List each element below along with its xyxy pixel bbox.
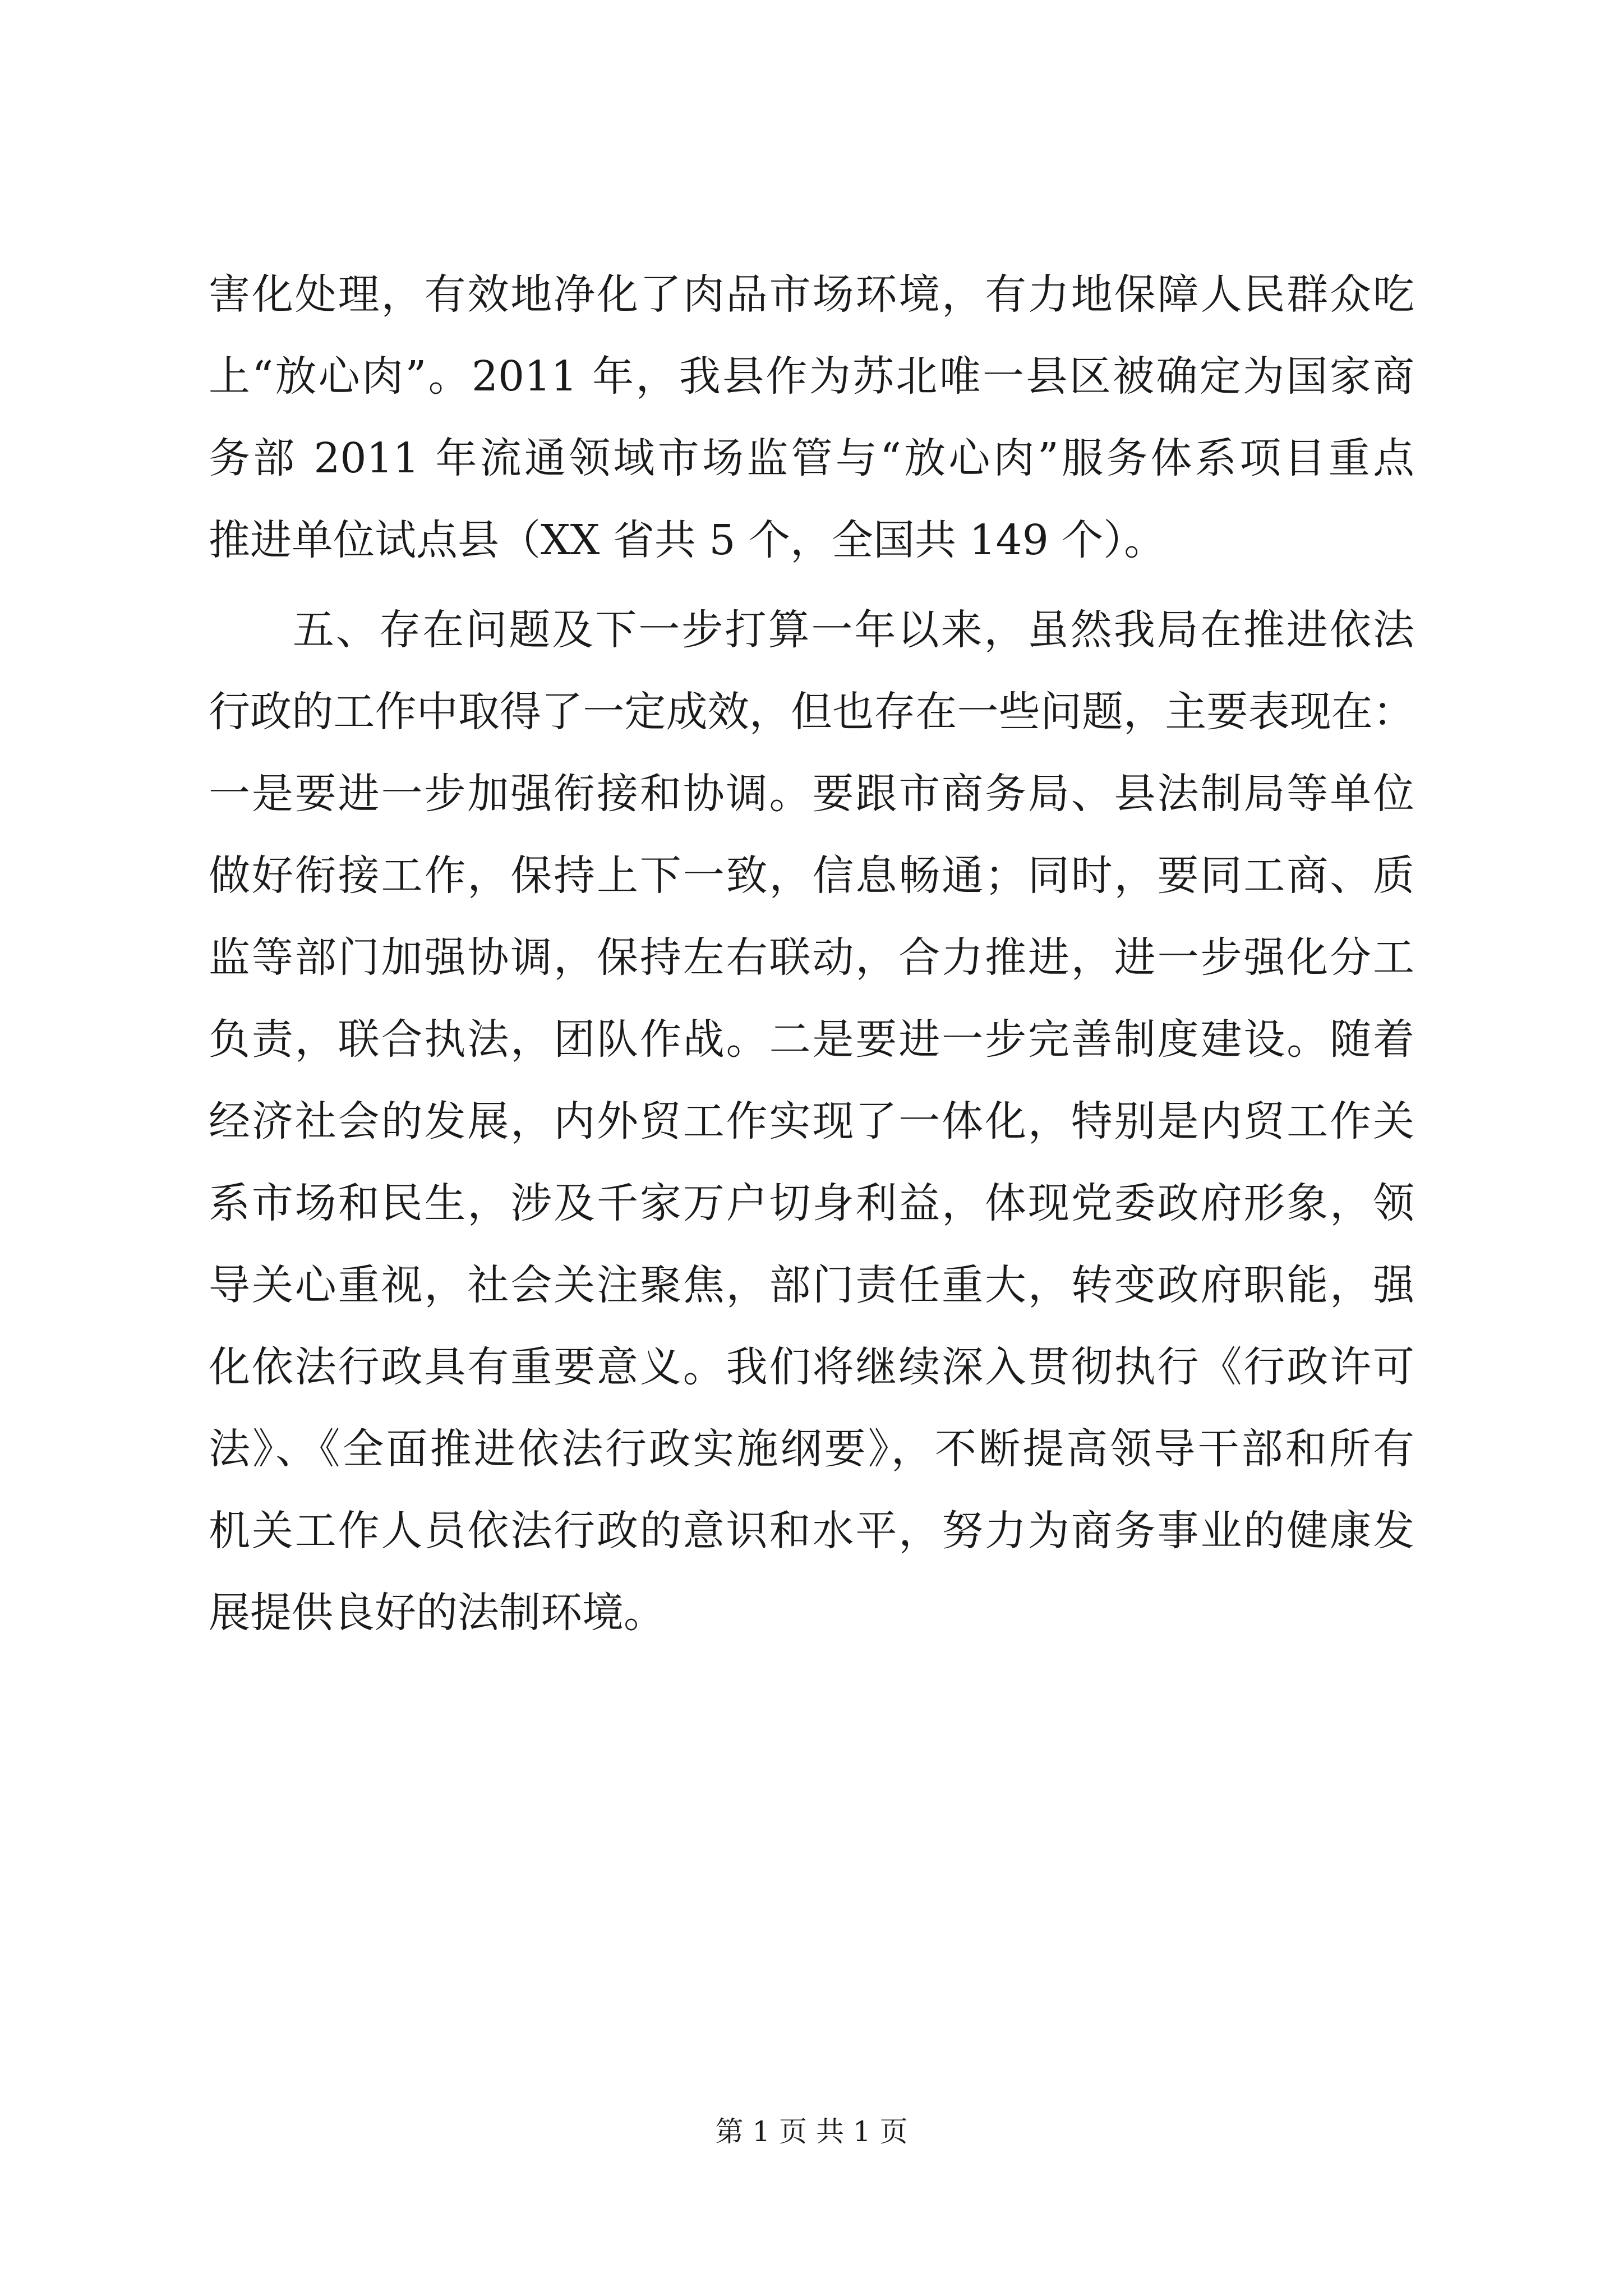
text-line: 经济社会的发展，内外贸工作实现了一体化，特别是内贸工作关 <box>209 1097 1414 1145</box>
page-footer <box>0 2109 1623 2150</box>
text-line: 一是要进一步加强衔接和协调。要跟市商务局、县法制局等单位 <box>209 770 1414 818</box>
text-line: 法》、《全面推进依法行政实施纲要》，不断提高领导干部和所有 <box>209 1425 1414 1473</box>
page-number-label: 第 1 页 共 1 页 <box>715 2115 908 2148</box>
text-line: 害化处理，有效地净化了肉品市场环境，有力地保障人民群众吃 <box>209 270 1414 319</box>
text-line: 推进单位试点县（XX 省共 5 个，全国共 149 个）。 <box>209 516 1166 564</box>
text-line: 做好衔接工作，保持上下一致，信息畅通；同时，要同工商、质 <box>209 852 1414 900</box>
text-line: 机关工作人员依法行政的意识和水平，努力为商务事业的健康发 <box>209 1507 1414 1555</box>
text-line: 负责，联合执法，团队作战。二是要进一步完善制度建设。随着 <box>209 1015 1414 1064</box>
text-line: 化依法行政具有重要意义。我们将继续深入贯彻执行《行政许可 <box>209 1343 1414 1391</box>
text-line: 导关心重视，社会关注聚焦，部门责任重大，转变政府职能，强 <box>209 1261 1414 1309</box>
text-line: 系市场和民生，涉及千家万户切身利益，体现党委政府形象，领 <box>209 1179 1414 1227</box>
text-line: 上“放心肉”。2011 年，我县作为苏北唯一县区被确定为国家商 <box>209 352 1414 401</box>
text-line: 展提供良好的法制环境。 <box>209 1589 665 1637</box>
text-line: 行政的工作中取得了一定成效，但也存在一些问题，主要表现在： <box>209 688 1414 736</box>
text-line: 务部 2011 年流通领域市场监管与“放心肉”服务体系项目重点 <box>209 434 1414 482</box>
paragraph-continuation <box>209 254 1414 581</box>
text-line: 五、存在问题及下一步打算一年以来，虽然我局在推进依法 <box>293 606 1414 654</box>
body-text <box>209 254 1414 1654</box>
paragraph-section-five <box>209 589 1414 1654</box>
text-line: 监等部门加强协调，保持左右联动，合力推进，进一步强化分工 <box>209 933 1414 982</box>
